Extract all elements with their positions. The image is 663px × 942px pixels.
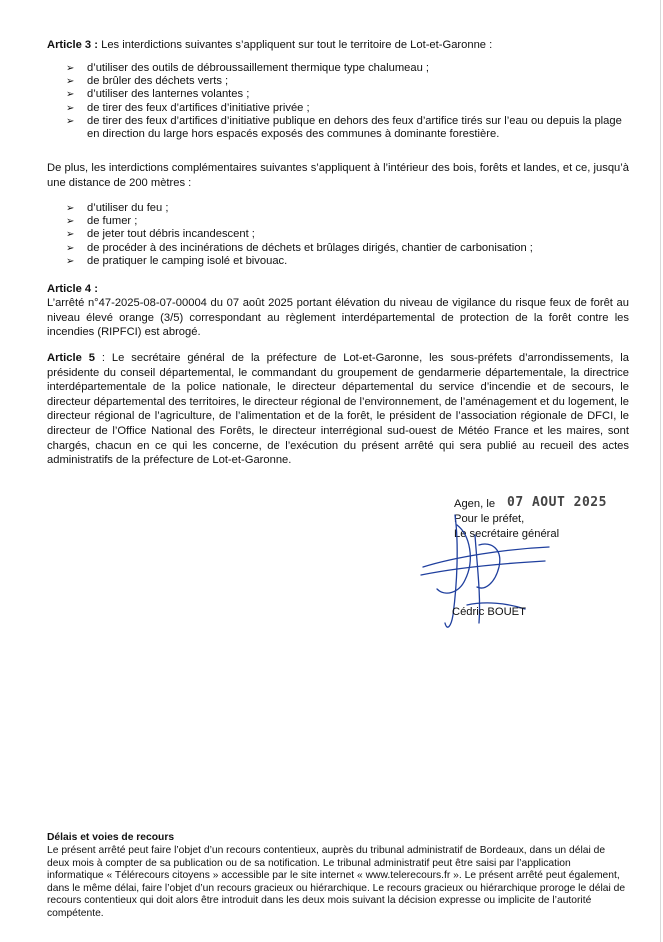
article-5-label: Article 5 — [47, 352, 95, 364]
arrowhead-bullet-icon: ➢ — [66, 203, 75, 214]
arrowhead-bullet-icon: ➢ — [66, 115, 75, 127]
article-5 — [47, 351, 629, 468]
article-3-label: Article 3 : — [47, 39, 98, 51]
signature-line-3: Le secrétaire général — [454, 528, 560, 540]
article-4-text: L’arrêté n°47-2025-08-07-00004 du 07 août 2025 portant élévation du niveau de vigilance du risque feux de forêt au niveau élevé orange (3/5) correspondant au règlement interdépartemental de protection de la forêt contre les incendies (RIPFCI) est abrogé. — [47, 297, 629, 339]
arrowhead-bullet-icon: ➢ — [66, 216, 75, 228]
arrowhead-bullet-icon: ➢ — [66, 102, 75, 114]
list-item: ➢ de jeter tout débris incandescent ; — [66, 228, 255, 241]
signatory-name: Cédric BOUET — [452, 606, 526, 618]
arrowhead-bullet-icon: ➢ — [66, 255, 75, 267]
list-item: ➢ d’utiliser du feu ; — [66, 202, 169, 214]
list-item: ➢ de tirer des feux d’artifices d’initiative privée ; — [66, 101, 310, 114]
article-5-text: : Le secrétaire général de la préfecture de Lot-et-Garonne, les sous-préfets d’arrondissements, la présidente du conseil départemental, le commandant du groupement de gendarmerie départementale, la directrice interdépartementale de la police nationale, le directeur départemental du service d’incendie et de secours, le directeur départemental des territoires, le directeur régional de l’environnement, de l’aménagement et du logement, le directeur régional de l’agriculture, de l’alimentation et de la forêt, le président de l’association régionale de DFCI, le directeur de l’Office National des Forêts, le directeur interrégional sud-ouest de Météo France et les maires, sont chargés, chacun en ce qui les concerne, de l’exécution du présent arrêté qui sera publié au recueil des actes administratifs de la préfecture de Lot-et-Garonne. — [47, 352, 629, 467]
arrowhead-bullet-icon: ➢ — [66, 229, 75, 241]
list-item: ➢ de pratiquer le camping isolé et bivouac. — [66, 254, 288, 267]
article-3-list — [66, 62, 636, 141]
list-item: ➢ d’utiliser des lanternes volantes ; — [66, 88, 250, 101]
article-3-list-2 — [66, 202, 636, 268]
page-edge — [660, 0, 661, 942]
footer-text: Le présent arrêté peut faire l’objet d’un recours contentieux, auprès du tribunal administratif de Bordeaux, dans un délai de deux mois à compter de sa publication ou de sa notification. Le tribunal administratif peut être saisi par l’application informatique « Télérecours citoyens » accessible par le site internet « www.telerecours.fr ». Le présent arrêté peut également, dans le même délai, faire l’objet d’un recours gracieux ou hiérarchique. Le recours gracieux ou hiérarchique proroge le délai de recours contentieux qui doit alors être introduit dans les deux mois suivant la décision expresse ou implicite de l’autorité compétente. — [47, 845, 626, 919]
list-item: ➢ de tirer des feux d’artifices d’initiative publique en dehors des feux d’artifice tirés sur l’eau ou depuis la plage en direction du large hors espacés exposés des communes à dominante forestière. — [66, 114, 622, 141]
signature-line-2: Pour le préfet, — [454, 513, 525, 525]
list-item: ➢ de fumer ; — [66, 215, 138, 228]
article-3-complement: De plus, les interdictions complémentaires suivantes s’appliquent à l’intérieur des bois, forêts et landes, et ce, jusqu’à une distance de 200 mètres : — [47, 162, 629, 189]
arrowhead-bullet-icon: ➢ — [66, 76, 75, 88]
arrowhead-bullet-icon: ➢ — [66, 242, 75, 254]
signature-place: Agen, le — [454, 498, 496, 510]
arrowhead-bullet-icon: ➢ — [66, 63, 75, 74]
arrowhead-bullet-icon: ➢ — [66, 89, 75, 101]
date-stamp: 07 AOUT 2025 — [507, 495, 607, 510]
article-3-intro-text: Les interdictions suivantes s’appliquent sur tout le territoire de Lot-et-Garonne : — [101, 39, 493, 51]
footer-title: Délais et voies de recours — [47, 832, 175, 843]
article-3-intro — [47, 38, 629, 53]
article-4-label: Article 4 : — [47, 283, 98, 295]
list-item: ➢ de procéder à des incinérations de déchets et brûlages dirigés, chantier de carbonisation ; — [66, 241, 533, 254]
list-item: ➢ d’utiliser des outils de débroussaillement thermique type chalumeau ; — [66, 62, 430, 74]
list-item: ➢ de brûler des déchets verts ; — [66, 75, 229, 88]
